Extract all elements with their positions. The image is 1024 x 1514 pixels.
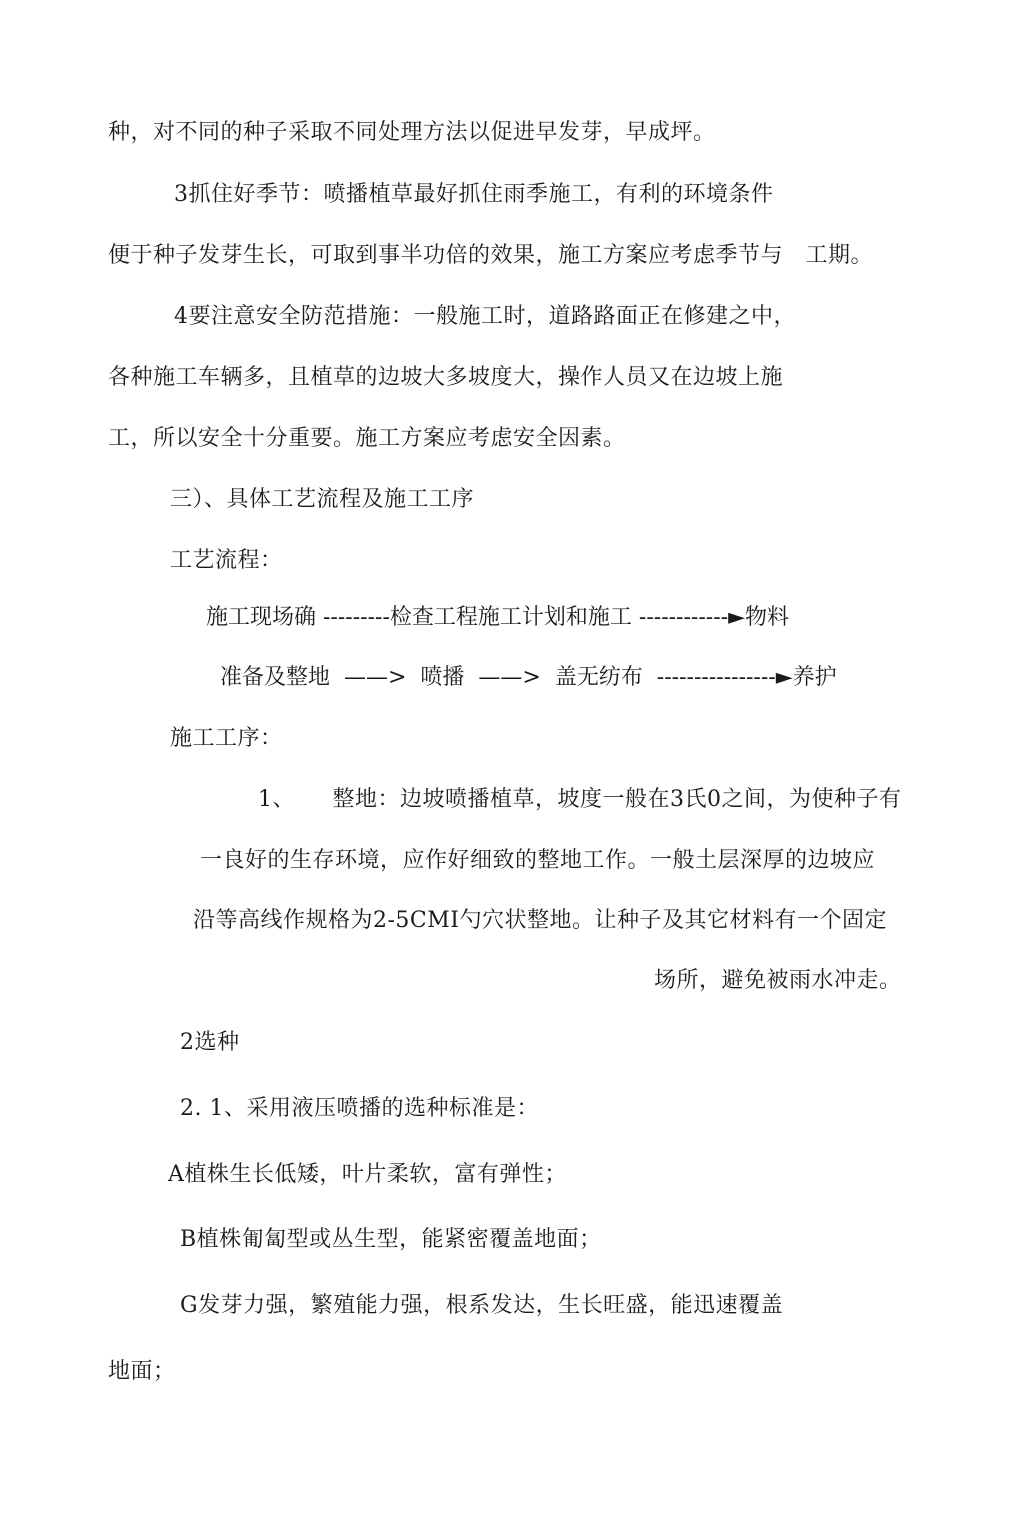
- text-line-21: 地面；: [108, 1359, 176, 1384]
- text-line-3: 便于种子发芽生长，可取到事半功倍的效果，施工方案应考虑季节与 工期。: [108, 243, 873, 268]
- criterion-c: G发芽力强，繁殖能力强，根系发达，生长旺盛，能迅速覆盖: [180, 1293, 784, 1318]
- text-line-6: 工，所以安全十分重要。施工方案应考虑安全因素。: [108, 426, 626, 451]
- process-flow-line-1: 施工现场确 ---------检查工程施工计划和施工 ------------►物料: [206, 605, 790, 630]
- criterion-a: A植株生长低矮，叶片柔软，富有弹性；: [168, 1162, 567, 1187]
- text-line-2: 3抓住好季节：喷播植草最好抓住雨季施工，有利的环境条件: [174, 182, 774, 207]
- process-flow-label: 工艺流程：: [170, 548, 283, 573]
- section-heading: 三）、具体工艺流程及施工工序: [170, 487, 475, 512]
- text-line-15: 场所，避免被雨水冲走。: [654, 968, 902, 993]
- text-line-14: 沿等高线作规格为2-5CMI勺穴状整地。让种子及其它材料有一个固定: [193, 908, 887, 933]
- text-line-4: 4要注意安全防范措施：一般施工时，道路路面正在修建之中，: [174, 304, 796, 329]
- text-line-1: 种，对不同的种子采取不同处理方法以促进早发芽，早成坪。: [108, 120, 716, 145]
- criterion-b: B植株匍匐型或丛生型，能紧密覆盖地面；: [180, 1227, 602, 1252]
- text-line-12: 1、 整地：边坡喷播植草，坡度一般在3氏0之间，为使种子有: [258, 787, 902, 812]
- text-line-5: 各种施工车辆多，且植草的边坡大多坡度大，操作人员又在边坡上施: [108, 365, 784, 390]
- procedure-label: 施工工序：: [170, 726, 283, 751]
- text-line-17: 2. 1、采用液压喷播的选种标准是：: [180, 1096, 539, 1121]
- text-line-13: 一良好的生存环境，应作好细致的整地工作。一般土层深厚的边坡应: [200, 848, 876, 873]
- subsection-seed-selection: 2选种: [180, 1030, 240, 1055]
- process-flow-line-2: 准备及整地 ——> 喷播 ——> 盖无纺布 ----------------►养护: [220, 665, 837, 690]
